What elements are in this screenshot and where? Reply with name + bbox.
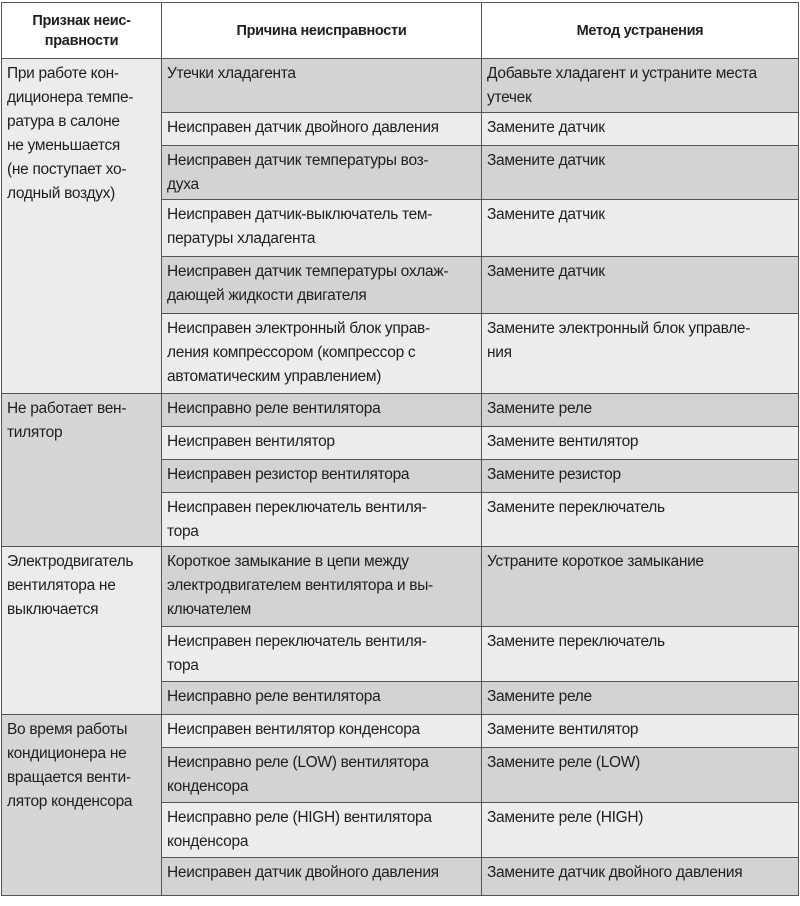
cause-cell: Неисправен переключатель вентиля- тора (162, 627, 482, 682)
symptom-cell: Не работает вен- тилятор (2, 394, 162, 547)
remedy-cell: Замените датчик двойного давления (482, 858, 799, 896)
cause-cell: Неисправен резистор вентилятора (162, 460, 482, 493)
remedy-cell: Замените датчик (482, 113, 799, 146)
remedy-cell: Замените реле (HIGH) (482, 803, 799, 858)
troubleshooting-table (1, 2, 799, 896)
table-row (2, 394, 799, 427)
cause-cell: Неисправен датчик-выключатель тем- пературы хладагента (162, 200, 482, 257)
header-remedy: Метод устранения (482, 3, 799, 59)
remedy-cell: Замените реле (482, 682, 799, 715)
cause-cell: Неисправен датчик температуры охлаж- дающей жидкости двигателя (162, 257, 482, 314)
header-row (2, 3, 799, 59)
header-cause: Причина неисправности (162, 3, 482, 59)
remedy-cell: Замените вентилятор (482, 715, 799, 748)
cause-cell: Неисправен датчик двойного давления (162, 858, 482, 896)
cause-cell: Неисправен вентилятор (162, 427, 482, 460)
remedy-cell: Замените датчик (482, 257, 799, 314)
cause-cell: Неисправно реле (LOW) вентилятора конденсора (162, 748, 482, 803)
remedy-cell: Замените вентилятор (482, 427, 799, 460)
symptom-cell: Электродвигатель вентилятора не выключается (2, 547, 162, 715)
header-symptom: Признак неис- правности (2, 3, 162, 59)
cause-cell: Неисправен переключатель вентиля- тора (162, 493, 482, 547)
remedy-cell: Замените датчик (482, 200, 799, 257)
remedy-cell: Замените электронный блок управле- ния (482, 314, 799, 394)
table-row (2, 715, 799, 748)
remedy-cell: Замените переключатель (482, 493, 799, 547)
remedy-cell: Замените резистор (482, 460, 799, 493)
table-row (2, 59, 799, 113)
remedy-cell: Замените переключатель (482, 627, 799, 682)
remedy-cell: Устраните короткое замыкание (482, 547, 799, 627)
cause-cell: Неисправен датчик двойного давления (162, 113, 482, 146)
symptom-cell: Во время работы кондиционера не вращается венти- лятор конденсора (2, 715, 162, 896)
cause-cell: Неисправно реле вентилятора (162, 394, 482, 427)
symptom-cell: При работе кон- диционера темпе- ратура в салоне не уменьшается (не поступает хо- лодный воздух) (2, 59, 162, 394)
cause-cell: Короткое замыкание в цепи между электродвигателем вентилятора и вы- ключателем (162, 547, 482, 627)
remedy-cell: Добавьте хладагент и устраните места утечек (482, 59, 799, 113)
cause-cell: Неисправен вентилятор конденсора (162, 715, 482, 748)
remedy-cell: Замените реле (482, 394, 799, 427)
remedy-cell: Замените датчик (482, 146, 799, 200)
table-row (2, 547, 799, 627)
cause-cell: Утечки хладагента (162, 59, 482, 113)
cause-cell: Неисправен электронный блок управ- ления компрессором (компрессор с автоматическим управлением) (162, 314, 482, 394)
cause-cell: Неисправно реле вентилятора (162, 682, 482, 715)
cause-cell: Неисправно реле (HIGH) вентилятора конденсора (162, 803, 482, 858)
remedy-cell: Замените реле (LOW) (482, 748, 799, 803)
cause-cell: Неисправен датчик температуры воз- духа (162, 146, 482, 200)
